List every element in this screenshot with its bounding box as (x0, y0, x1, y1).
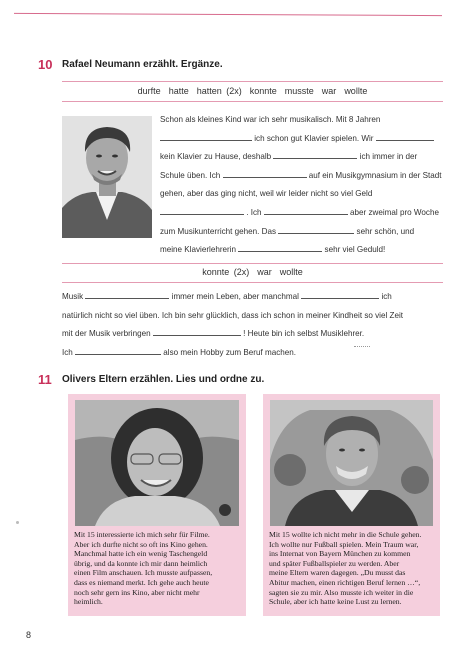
wordbox-word: durfte (137, 86, 161, 96)
text-line (160, 148, 442, 167)
fill-in-blank[interactable] (264, 205, 348, 215)
text-line (62, 288, 403, 307)
text-line: sagten sie zu mir. Also musste ich weiter in die (269, 587, 414, 597)
text-line: einen Film anschauen. Ich musste aufpassen, (74, 568, 213, 578)
text-segment: . Ich (244, 207, 264, 217)
exercise-10-number: 10 (38, 57, 53, 72)
text-segment: sehr schön, und (354, 226, 415, 236)
top-rule (14, 13, 442, 16)
text-segment: aber zweimal pro Woche (347, 207, 439, 217)
text-segment: ! Heute bin ich selbst Musiklehrer. (240, 329, 365, 339)
fill-in-blank[interactable] (301, 289, 379, 299)
fill-in-blank[interactable] (273, 149, 357, 159)
text-segment: kein Klavier zu Hause, deshalb (160, 152, 274, 162)
text-line (160, 223, 442, 242)
text-line (62, 307, 403, 326)
page-number: 8 (26, 630, 32, 640)
wordbox-word: wollte (344, 86, 368, 96)
margin-mark (354, 346, 370, 347)
father-card (263, 394, 440, 616)
fill-in-blank[interactable] (376, 131, 434, 141)
text-line: Schule, aber ich hatte keine Lust zu lernen. (269, 597, 402, 607)
wordbox-word: hatten (2x) (196, 86, 242, 96)
text-segment: zum Musikunterricht gehen. Das (160, 226, 279, 236)
wordbox-1 (62, 86, 443, 96)
text-line (160, 241, 442, 260)
margin-dot (16, 521, 19, 524)
wordbox-word: konnte (249, 86, 277, 96)
text-line: heimlich. (74, 597, 103, 607)
fill-in-blank[interactable] (238, 242, 322, 252)
text-line (62, 325, 403, 344)
text-segment: immer mein Leben, aber manchmal (169, 292, 302, 301)
text-line: und später Fußballspieler zu werden. Aber (269, 558, 400, 568)
text-segment: Schule üben. Ich (160, 170, 223, 180)
text-line (160, 185, 442, 204)
wordbox-word: war (257, 267, 272, 277)
wordbox-2-top-rule (62, 263, 443, 264)
father-photo (270, 400, 433, 526)
text-segment: Ich (62, 347, 76, 357)
wordbox-2 (62, 267, 443, 277)
wordbox-word: musste (284, 86, 314, 96)
fill-in-blank[interactable] (153, 326, 241, 336)
text-line: meine Eltern waren dagegen. „Du musst das (269, 568, 406, 578)
wordbox-2-bottom-rule (62, 282, 443, 283)
exercise-10-title: Rafael Neumann erzählt. Ergänze. (62, 59, 223, 70)
exercise-10-paragraph-1 (160, 111, 442, 260)
rafael-neumann-photo (62, 116, 152, 238)
text-segment: Schon als kleines Kind war ich sehr musikalisch. Mit 8 Jahren (160, 115, 381, 124)
father-text (269, 530, 421, 607)
text-line: Abitur machen, einen richtigen Beruf lernen …“, (269, 577, 421, 587)
mother-card (68, 394, 246, 616)
text-segment: ich immer in der (357, 152, 418, 162)
text-line: Ich wollte nur Fußball spielen. Mein Traum war, (269, 539, 419, 549)
text-line: Mit 15 interessierte ich mich sehr für Filme. (74, 530, 210, 539)
text-segment: also mein Hobby zum Beruf machen. (161, 347, 297, 357)
wordbox-1-bottom-rule (62, 101, 443, 102)
text-line: Aber ich durfte nicht so oft ins Kino gehen. (74, 539, 208, 549)
fill-in-blank[interactable] (85, 289, 169, 299)
fill-in-blank[interactable] (160, 131, 252, 141)
text-segment: natürlich nicht so viel üben. Ich bin sehr glücklich, dass ich schon in meiner Kindheit so viel Zeit (62, 310, 404, 320)
text-line (160, 130, 442, 149)
text-segment: Musik (62, 292, 86, 301)
wordbox-word: konnte (2x) (202, 267, 250, 277)
mother-text (74, 530, 212, 607)
text-line (160, 111, 442, 130)
text-line (62, 344, 403, 363)
text-line (160, 167, 442, 186)
text-line: noch sehr gern ins Kino, aber nicht mehr (74, 587, 200, 597)
text-line: dass es niemand merkt. Ich gehe auch heute (74, 577, 209, 587)
text-segment: ich schon gut Klavier spielen. Wir (252, 133, 376, 143)
fill-in-blank[interactable] (75, 345, 161, 355)
fill-in-blank[interactable] (223, 168, 307, 178)
wordbox-word: wollte (279, 267, 303, 277)
exercise-11-title: Olivers Eltern erzählen. Lies und ordne zu. (62, 374, 265, 385)
text-segment: sehr viel Geduld! (322, 245, 386, 255)
wordbox-word: hatte (168, 86, 189, 96)
text-line: Mit 15 wollte ich nicht mehr in die Schule gehen. (269, 530, 422, 539)
wordbox-word: war (321, 86, 337, 96)
exercise-11-number: 11 (38, 372, 52, 387)
exercise-10-paragraph-2 (62, 288, 403, 362)
text-segment: ich (379, 292, 392, 301)
text-line (160, 204, 442, 223)
mother-photo (75, 400, 239, 526)
wordbox-1-top-rule (62, 81, 443, 82)
fill-in-blank[interactable] (160, 205, 244, 215)
text-segment: auf ein Musikgymnasium in der Stadt (306, 170, 442, 180)
text-line: übrig, und da konnte ich mir dann heimlich (74, 558, 208, 568)
text-line: Manchmal hatte ich ein wenig Taschengeld (74, 549, 208, 559)
text-segment: mit der Musik verbringen (62, 329, 153, 339)
text-line: ins Internat von Bayern München zu kommen (269, 549, 411, 559)
text-segment: meine Klavierlehrerin (160, 245, 239, 255)
text-segment: gehen, aber das ging nicht, weil wir leider nicht so viel Geld (160, 189, 373, 199)
fill-in-blank[interactable] (278, 224, 354, 234)
